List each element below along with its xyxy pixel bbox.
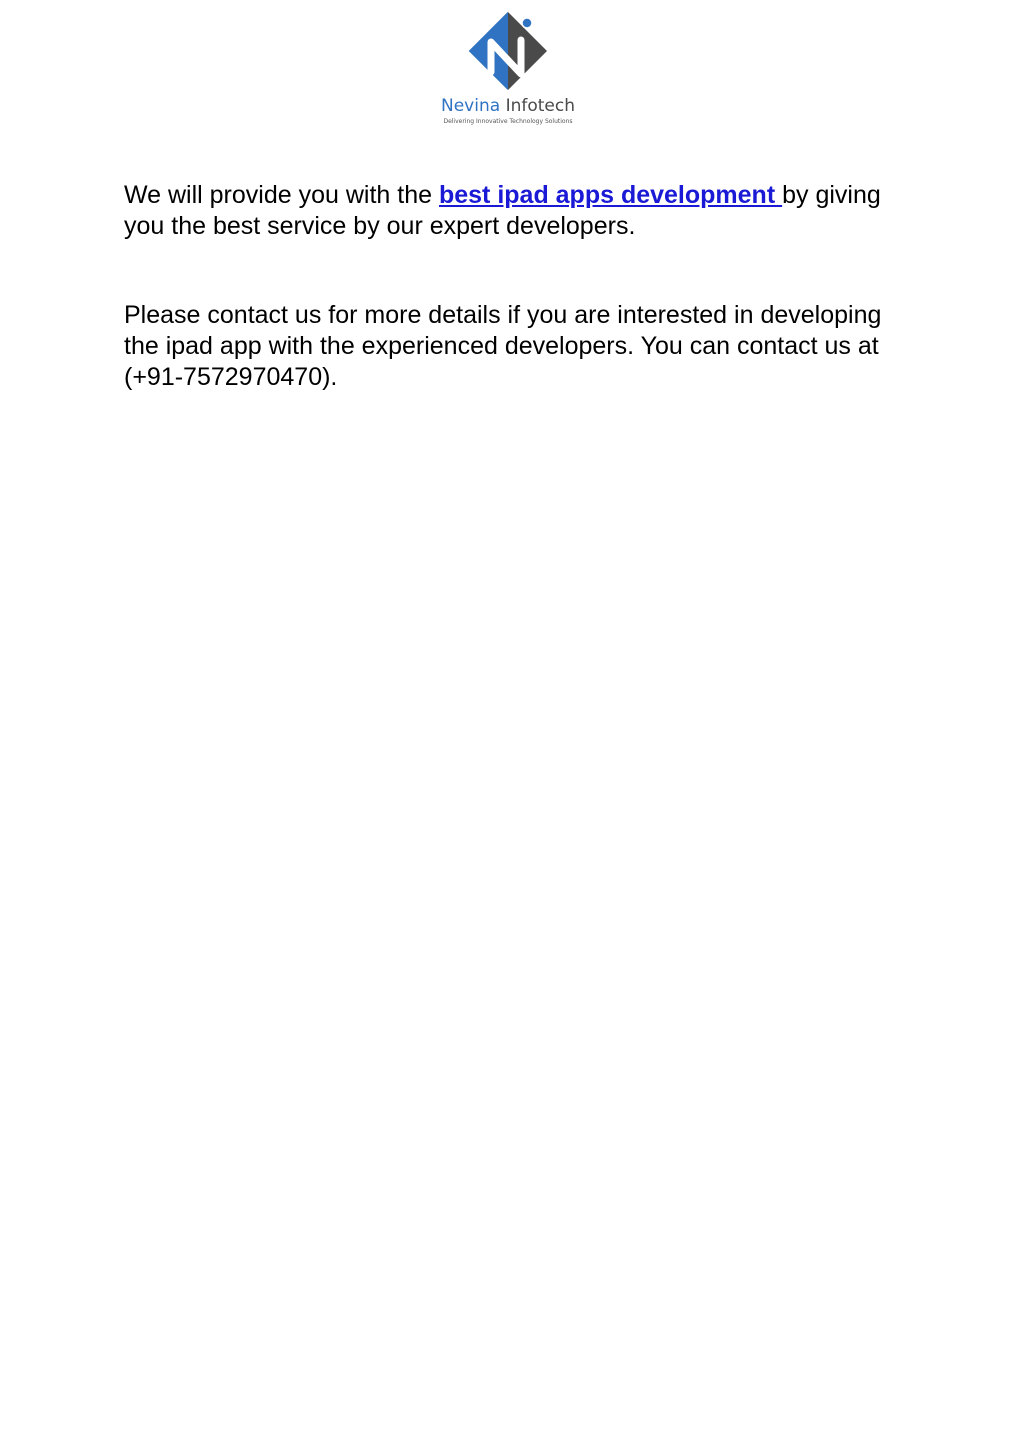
intro-text-start: We will provide you with the [124,181,439,209]
brand-primary: Nevina [441,96,501,116]
brand-secondary: Infotech [505,96,575,116]
intro-paragraph [124,180,904,242]
document-body [124,180,904,393]
ipad-development-link[interactable]: best ipad apps development [438,181,783,209]
company-logo [428,12,588,130]
contact-paragraph: Please contact us for more details if you are interested in developing the ipad app with the experienced developers. You can contact us at (+91-7572970470). [124,301,882,391]
logo-brand-name [428,96,588,116]
intro-text-end: by giving you the best service by our expert developers. [124,181,881,240]
logo-tagline: Delivering Innovative Technology Solutions [443,118,573,125]
logo-mark-icon [463,12,553,94]
